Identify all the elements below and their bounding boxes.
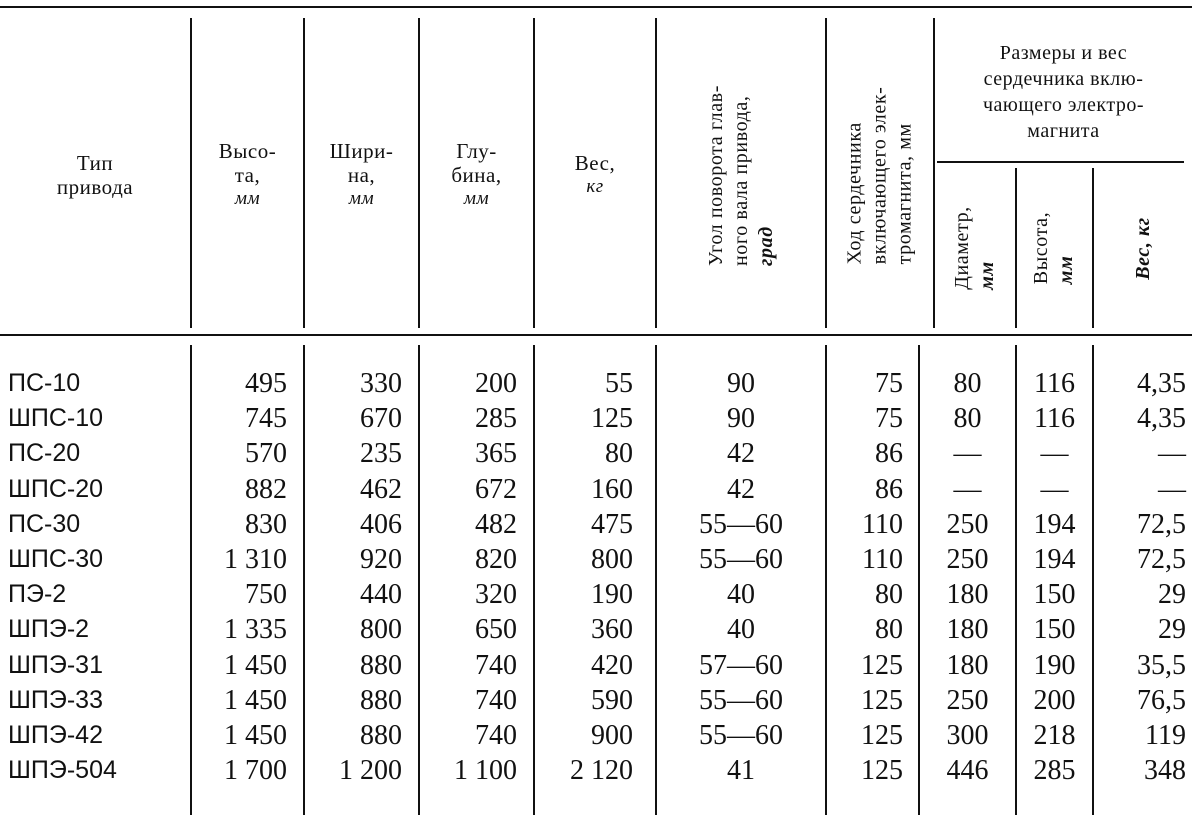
cell-type: ПЭ-2 bbox=[8, 580, 67, 609]
cell-type: ПС-20 bbox=[8, 439, 81, 468]
cell-height: 1 335 bbox=[224, 614, 287, 646]
cell-h: 116 bbox=[1034, 368, 1075, 399]
cell-type: ПС-30 bbox=[8, 509, 81, 538]
cell-angle: 57—60 bbox=[699, 649, 783, 681]
cell-w: 119 bbox=[1145, 720, 1186, 751]
header-angle: Угол поворота глав- ного вала привода, град bbox=[704, 84, 777, 266]
cell-stroke: 110 bbox=[862, 544, 903, 575]
cell-type: ПС-10 bbox=[8, 369, 81, 397]
cell-depth: 320 bbox=[475, 579, 517, 611]
cell-type: ШПЭ-42 bbox=[8, 721, 103, 749]
table-row bbox=[0, 683, 1192, 718]
cell-angle: 42 bbox=[727, 473, 755, 505]
cell-h: — bbox=[1040, 438, 1069, 470]
cell-depth: 672 bbox=[475, 473, 517, 505]
cell-stroke: 86 bbox=[875, 438, 903, 470]
cell-h: — bbox=[1040, 473, 1069, 505]
cell-width: 800 bbox=[360, 614, 402, 646]
cell-w: 72,5 bbox=[1137, 544, 1186, 575]
cell-depth: 740 bbox=[475, 649, 517, 681]
cell-w: — bbox=[1158, 473, 1186, 505]
cell-weight: 590 bbox=[591, 684, 633, 716]
cell-w: 76,5 bbox=[1137, 684, 1186, 716]
cell-type: ШПС-10 bbox=[8, 404, 104, 433]
cell-weight: 160 bbox=[591, 473, 633, 505]
cell-height: 830 bbox=[245, 508, 287, 540]
cell-stroke: 125 bbox=[861, 649, 903, 681]
cell-weight: 420 bbox=[591, 649, 633, 681]
cell-dia: 180 bbox=[946, 649, 989, 681]
cell-dia: 80 bbox=[953, 403, 982, 435]
cell-w: 35,5 bbox=[1137, 649, 1186, 681]
cell-h: 200 bbox=[1033, 684, 1076, 716]
cell-stroke: 75 bbox=[875, 368, 903, 399]
header-stroke: Ход сердечника включающего элек- тромагнита, мм bbox=[843, 86, 916, 264]
header-width: Шири- на, мм bbox=[329, 139, 394, 209]
cell-type: ШПЭ-33 bbox=[8, 685, 103, 714]
cell-angle: 55—60 bbox=[699, 684, 783, 716]
cell-height: 882 bbox=[245, 473, 287, 505]
cell-weight: 125 bbox=[591, 403, 633, 435]
cell-type: ШПС-20 bbox=[8, 474, 104, 503]
cell-h: 218 bbox=[1033, 720, 1076, 751]
cell-w: 29 bbox=[1158, 579, 1186, 611]
cell-dia: 180 bbox=[946, 579, 989, 611]
cell-w: 348 bbox=[1144, 755, 1186, 787]
cell-w: 4,35 bbox=[1137, 368, 1186, 399]
cell-angle: 90 bbox=[727, 403, 755, 435]
cell-angle: 42 bbox=[727, 438, 755, 470]
cell-width: 462 bbox=[360, 473, 402, 505]
cell-stroke: 86 bbox=[875, 473, 903, 505]
table-row bbox=[0, 612, 1192, 647]
cell-depth: 650 bbox=[475, 614, 517, 646]
cell-depth: 482 bbox=[475, 508, 517, 540]
cell-w: — bbox=[1158, 438, 1186, 470]
cell-width: 880 bbox=[360, 720, 402, 751]
cell-width: 670 bbox=[360, 403, 402, 435]
cell-stroke: 80 bbox=[875, 579, 903, 611]
cell-h: 150 bbox=[1033, 614, 1076, 646]
table-row bbox=[0, 472, 1192, 507]
table-row bbox=[0, 648, 1192, 683]
cell-dia: — bbox=[953, 473, 982, 505]
table-row bbox=[0, 507, 1192, 542]
cell-height: 1 450 bbox=[224, 720, 287, 751]
cell-height: 1 450 bbox=[224, 684, 287, 716]
cell-weight: 80 bbox=[605, 438, 633, 470]
cell-angle: 55—60 bbox=[699, 544, 783, 575]
cell-angle: 40 bbox=[727, 579, 755, 611]
cell-h: 194 bbox=[1033, 508, 1076, 540]
cell-angle: 55—60 bbox=[699, 508, 783, 540]
cell-width: 440 bbox=[360, 579, 402, 611]
cell-dia: 250 bbox=[946, 508, 989, 540]
table-row bbox=[0, 436, 1192, 471]
cell-weight: 475 bbox=[591, 508, 633, 540]
cell-depth: 740 bbox=[475, 720, 517, 751]
cell-depth: 1 100 bbox=[454, 755, 517, 787]
header-core-height: Высота, мм bbox=[1030, 211, 1078, 285]
header-core-weight: Вес, кг bbox=[1131, 216, 1154, 280]
table-row bbox=[0, 401, 1192, 436]
cell-type: ШПЭ-504 bbox=[8, 756, 117, 785]
cell-width: 1 200 bbox=[339, 755, 402, 787]
cell-dia: 80 bbox=[953, 368, 982, 399]
cell-h: 190 bbox=[1033, 649, 1076, 681]
cell-stroke: 110 bbox=[862, 508, 903, 540]
table-row bbox=[0, 718, 1192, 753]
cell-width: 880 bbox=[360, 649, 402, 681]
cell-stroke: 125 bbox=[861, 684, 903, 716]
cell-h: 116 bbox=[1034, 403, 1075, 435]
table-row bbox=[0, 577, 1192, 612]
header-height: Высо- та, мм bbox=[218, 139, 277, 209]
header-core-group: Размеры и вес сердечника вклю- чающего электро- магнита bbox=[982, 42, 1145, 142]
cell-angle: 90 bbox=[727, 368, 755, 399]
cell-height: 1 700 bbox=[224, 755, 287, 787]
cell-stroke: 75 bbox=[875, 403, 903, 435]
header-weight: Вес, кг bbox=[574, 151, 616, 197]
header-depth: Глу- бина, мм bbox=[451, 139, 502, 209]
cell-width: 235 bbox=[360, 438, 402, 470]
cell-depth: 740 bbox=[475, 684, 517, 716]
cell-dia: 180 bbox=[946, 614, 989, 646]
cell-depth: 200 bbox=[475, 368, 517, 399]
header-core-diameter: Диаметр, мм bbox=[951, 206, 999, 290]
cell-stroke: 80 bbox=[875, 614, 903, 646]
cell-weight: 2 120 bbox=[570, 755, 633, 787]
cell-stroke: 125 bbox=[861, 755, 903, 787]
cell-type: ШПЭ-31 bbox=[8, 650, 103, 679]
header-type: Тип привода bbox=[56, 151, 134, 199]
table-row bbox=[0, 753, 1192, 788]
cell-h: 285 bbox=[1033, 755, 1076, 787]
cell-type: ШПС-30 bbox=[8, 545, 104, 573]
table-top-rule bbox=[0, 6, 1192, 8]
cell-weight: 800 bbox=[591, 544, 633, 575]
cell-height: 1 450 bbox=[224, 649, 287, 681]
cell-h: 194 bbox=[1033, 544, 1076, 575]
cell-height: 745 bbox=[245, 403, 287, 435]
cell-width: 920 bbox=[360, 544, 402, 575]
cell-stroke: 125 bbox=[861, 720, 903, 751]
cell-height: 1 310 bbox=[224, 544, 287, 575]
cell-angle: 41 bbox=[727, 755, 755, 787]
cell-width: 880 bbox=[360, 684, 402, 716]
core-group-rule bbox=[937, 161, 1184, 163]
cell-width: 406 bbox=[360, 508, 402, 540]
cell-weight: 190 bbox=[591, 579, 633, 611]
cell-w: 29 bbox=[1158, 614, 1186, 646]
cell-dia: 300 bbox=[946, 720, 989, 751]
cell-weight: 55 bbox=[605, 368, 633, 399]
cell-depth: 820 bbox=[475, 544, 517, 575]
table-row bbox=[0, 542, 1192, 577]
cell-height: 495 bbox=[245, 368, 287, 399]
cell-dia: 250 bbox=[946, 544, 989, 575]
cell-angle: 40 bbox=[727, 614, 755, 646]
cell-h: 150 bbox=[1033, 579, 1076, 611]
cell-weight: 900 bbox=[591, 720, 633, 751]
cell-weight: 360 bbox=[591, 614, 633, 646]
cell-height: 570 bbox=[245, 438, 287, 470]
cell-height: 750 bbox=[245, 579, 287, 611]
cell-angle: 55—60 bbox=[699, 720, 783, 751]
cell-dia: 446 bbox=[946, 755, 989, 787]
cell-depth: 365 bbox=[475, 438, 517, 470]
cell-w: 4,35 bbox=[1137, 403, 1186, 435]
table-row bbox=[0, 366, 1192, 401]
cell-width: 330 bbox=[360, 368, 402, 399]
cell-dia: 250 bbox=[946, 684, 989, 716]
cell-depth: 285 bbox=[475, 403, 517, 435]
cell-type: ШПЭ-2 bbox=[8, 615, 90, 644]
cell-w: 72,5 bbox=[1137, 508, 1186, 540]
cell-dia: — bbox=[953, 438, 982, 470]
header-bottom-rule bbox=[0, 334, 1192, 336]
